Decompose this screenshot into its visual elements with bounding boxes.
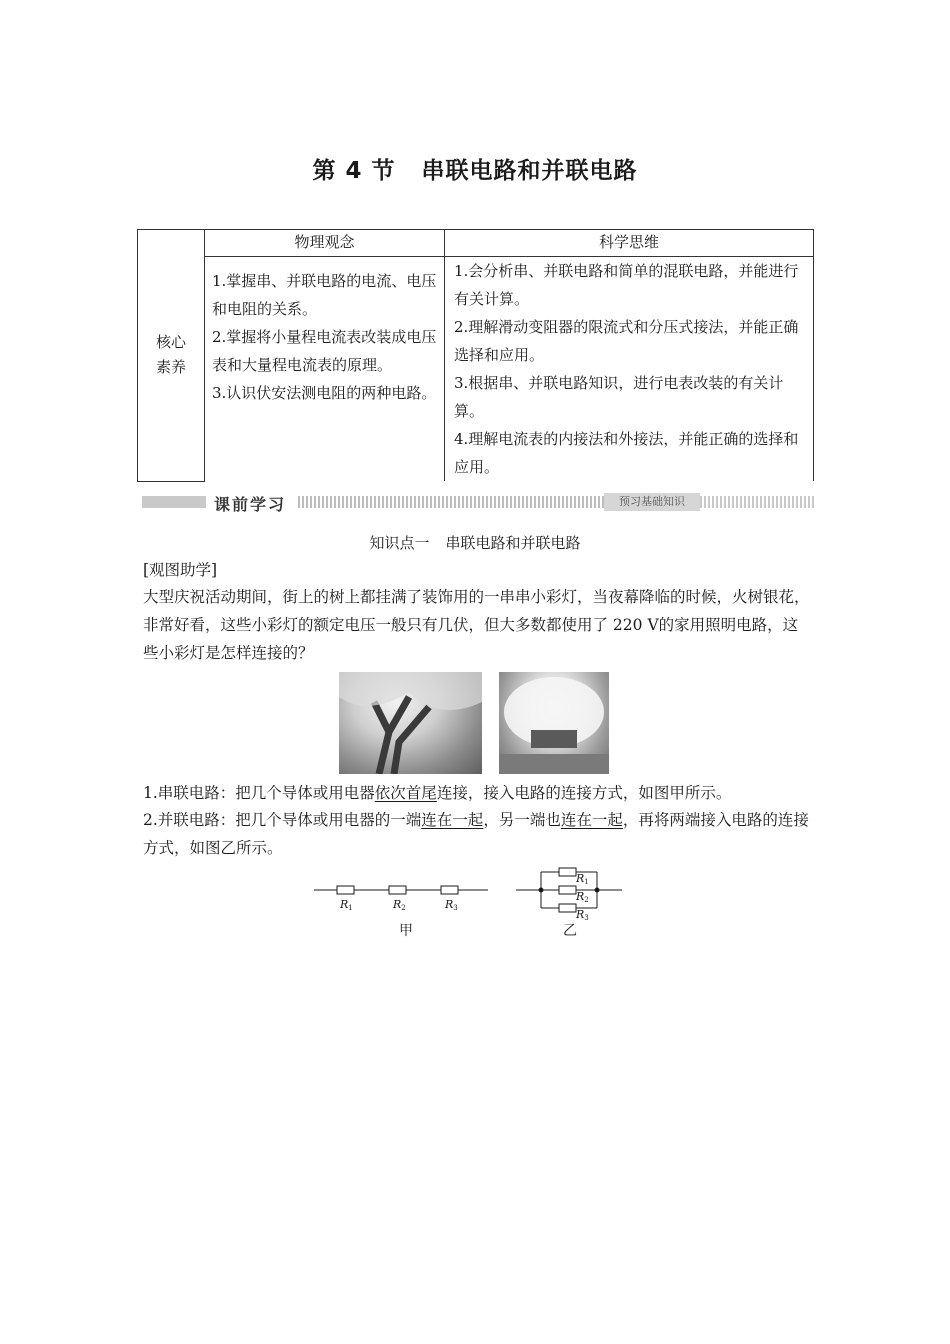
resistor-r3	[441, 886, 458, 894]
underlined-term: 依次首尾	[374, 784, 437, 802]
page-title	[0, 152, 950, 185]
list-item: 4.理解电流表的内接法和外接法，并能正确的选择和应用。	[454, 430, 799, 476]
list-item: 2.理解滑动变阻器的限流式和分压式接法，并能正确选择和应用。	[454, 318, 799, 364]
r1-label: R1	[340, 898, 353, 912]
r2-label: R2	[393, 898, 406, 912]
section-number: 第 4 节	[312, 158, 396, 184]
physics-concept-cell	[205, 257, 445, 482]
scientific-thinking-cell	[445, 257, 814, 482]
banner-stripes-right	[700, 496, 814, 508]
r1-parallel-label: R1	[576, 872, 589, 886]
section-banner	[142, 492, 814, 514]
list-item: 1.会分析串、并联电路和简单的混联电路，并能进行有关计算。	[454, 262, 799, 308]
core-literacy-table	[137, 229, 814, 482]
banner-stripes	[298, 496, 604, 508]
lit-tree-photo	[499, 672, 609, 774]
intro-paragraph: 大型庆祝活动期间，街上的树上都挂满了装饰用的一串串小彩灯，当夜幕降临的时候，火树银花，非常好看，这些小彩灯的额定电压一般只有几伏，但大多数都使用了 220 V的家用照明电路，这些小彩灯是怎样连接的？	[143, 588, 810, 662]
banner-tag: 预习基础知识	[604, 493, 700, 511]
tree-trunk-image	[339, 672, 482, 774]
resistor-r3-parallel	[559, 904, 576, 912]
underlined-term: 连在一起	[421, 811, 484, 829]
scientific-thinking-header: 科学思维	[445, 230, 814, 257]
parallel-caption: 乙	[563, 923, 577, 939]
parallel-definition: 2.并联电路：把几个导体或用电器的一端连在一起，另一端也连在一起，再将两端接入电路的连接方式，如图乙所示。	[143, 811, 809, 857]
resistor-r1-parallel	[559, 868, 576, 876]
list-item: 3.认识伏安法测电阻的两种电路。	[212, 384, 437, 402]
banner-label: 课前学习	[214, 495, 287, 514]
section-name: 串联电路和并联电路	[421, 158, 638, 184]
resistor-r2	[389, 886, 406, 894]
r3-label: R3	[445, 898, 458, 912]
list-item: 1.掌握串、并联电路的电流、电压和电阻的关系。	[212, 272, 437, 318]
series-definition: 1.串联电路：把几个导体或用电器依次首尾连接，接入电路的连接方式，如图甲所示。	[143, 784, 732, 802]
underlined-term: 连在一起	[560, 811, 623, 829]
r2-parallel-label: R2	[576, 890, 589, 904]
parallel-circuit	[516, 868, 622, 920]
list-item: 3.根据串、并联电路知识，进行电表改装的有关计算。	[454, 374, 784, 420]
core-literacy-label: 核心 素养	[138, 230, 205, 482]
guide-label: [观图助学]	[143, 561, 218, 579]
series-circuit	[314, 886, 488, 912]
lit-tree-image	[499, 672, 609, 774]
resistor-r2-parallel	[559, 886, 576, 894]
circuit-diagrams	[300, 862, 630, 920]
resistor-r1	[337, 886, 354, 894]
knowledge-point-heading: 知识点一 串联电路和并联电路	[369, 534, 581, 552]
banner-bar	[142, 496, 206, 508]
series-caption: 甲	[399, 923, 413, 939]
list-item: 2.掌握将小量程电流表改装成电压表和大量程电流表的原理。	[212, 328, 437, 374]
physics-concept-header: 物理观念	[205, 230, 445, 257]
r3-parallel-label: R3	[576, 908, 589, 920]
tree-lights-photo	[339, 672, 482, 774]
